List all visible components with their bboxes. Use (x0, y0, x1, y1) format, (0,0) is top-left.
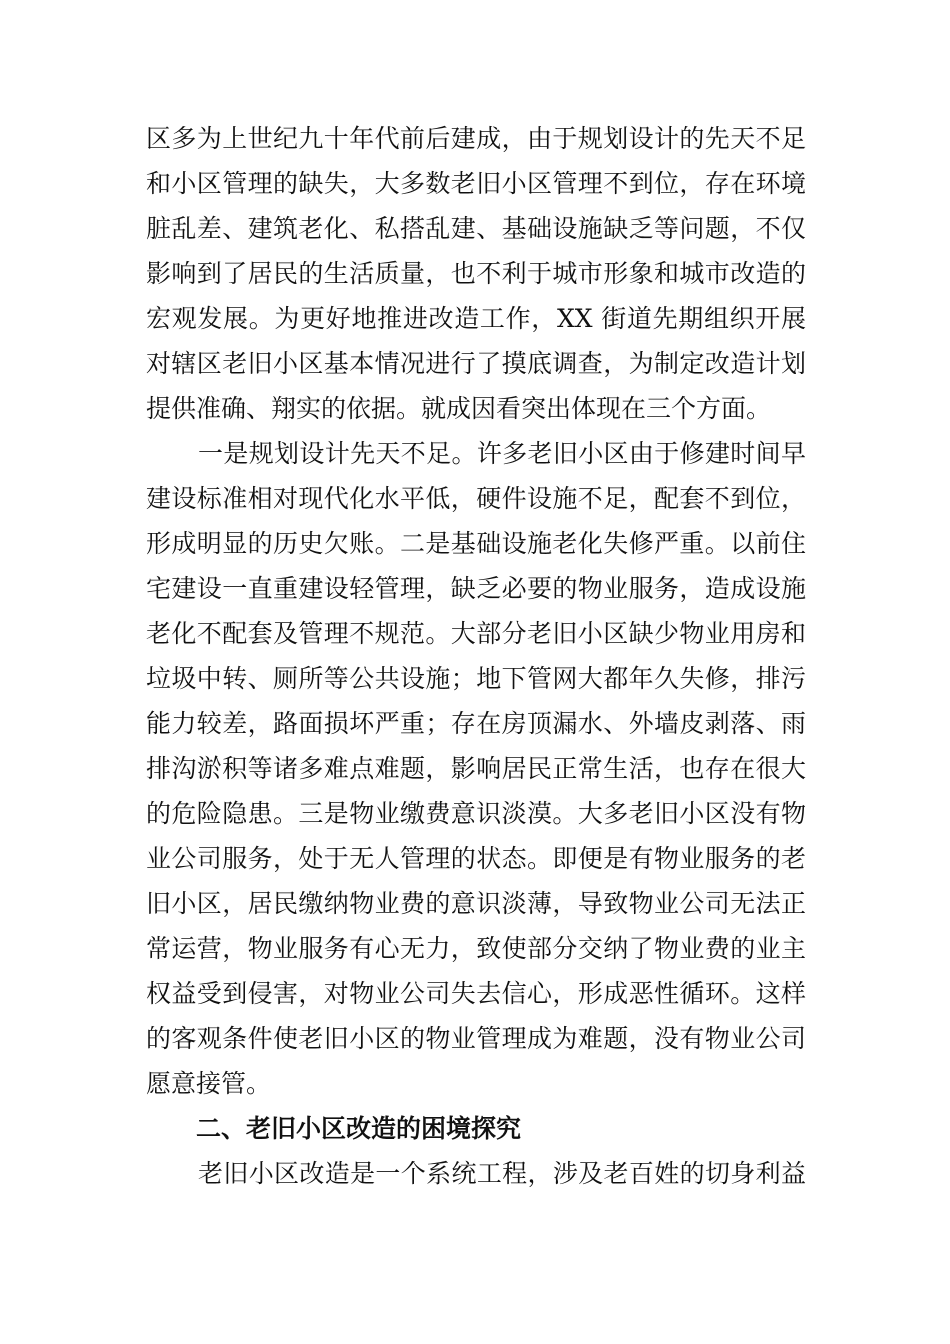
paragraph-line: 形成明显的历史欠账。二是基础设施老化失修严重。以前住 (146, 529, 806, 558)
paragraph-line: 愿意接管。 (146, 1069, 272, 1098)
paragraph-line: 业公司服务，处于无人管理的状态。即便是有物业服务的老 (146, 844, 806, 873)
paragraph-line: 和小区管理的缺失，大多数老旧小区管理不到位，存在环境 (146, 169, 806, 198)
paragraph-first-line: 一是规划设计先天不足。许多老旧小区由于修建时间早 (198, 439, 806, 468)
paragraph-line: 能力较差，路面损坏严重；存在房顶漏水、外墙皮剥落、雨 (146, 709, 806, 738)
paragraph-line: 的客观条件使老旧小区的物业管理成为难题，没有物业公司 (146, 1024, 806, 1053)
paragraph-line: 脏乱差、建筑老化、私搭乱建、基础设施缺乏等问题，不仅 (146, 214, 806, 243)
paragraph-line: 宏观发展。为更好地推进改造工作，XX 街道先期组织开展 (146, 304, 806, 333)
paragraph-line: 建设标准相对现代化水平低，硬件设施不足，配套不到位， (146, 484, 806, 513)
paragraph-line: 垃圾中转、厕所等公共设施；地下管网大都年久失修，排污 (146, 664, 806, 693)
section-heading: 二、老旧小区改造的困境探究 (196, 1114, 522, 1143)
paragraph-line: 宅建设一直重建设轻管理，缺乏必要的物业服务，造成设施 (146, 574, 806, 603)
paragraph-line: 提供准确、翔实的依据。就成因看突出体现在三个方面。 (146, 394, 772, 423)
paragraph-line: 权益受到侵害，对物业公司失去信心，形成恶性循环。这样 (146, 979, 806, 1008)
paragraph-first-line: 老旧小区改造是一个系统工程，涉及老百姓的切身利益 (198, 1159, 806, 1188)
paragraph-line: 常运营，物业服务有心无力，致使部分交纳了物业费的业主 (146, 934, 806, 963)
paragraph-line: 老化不配套及管理不规范。大部分老旧小区缺少物业用房和 (146, 619, 806, 648)
paragraph-line: 区多为上世纪九十年代前后建成，由于规划设计的先天不足 (146, 124, 806, 153)
paragraph-line: 的危险隐患。三是物业缴费意识淡漠。大多老旧小区没有物 (146, 799, 806, 828)
paragraph-line: 对辖区老旧小区基本情况进行了摸底调查，为制定改造计划 (146, 349, 806, 378)
paragraph-line: 影响到了居民的生活质量，也不利于城市形象和城市改造的 (146, 259, 806, 288)
paragraph-line: 排沟淤积等诸多难点难题，影响居民正常生活，也存在很大 (146, 754, 806, 783)
paragraph-line: 旧小区，居民缴纳物业费的意识淡薄，导致物业公司无法正 (146, 889, 806, 918)
